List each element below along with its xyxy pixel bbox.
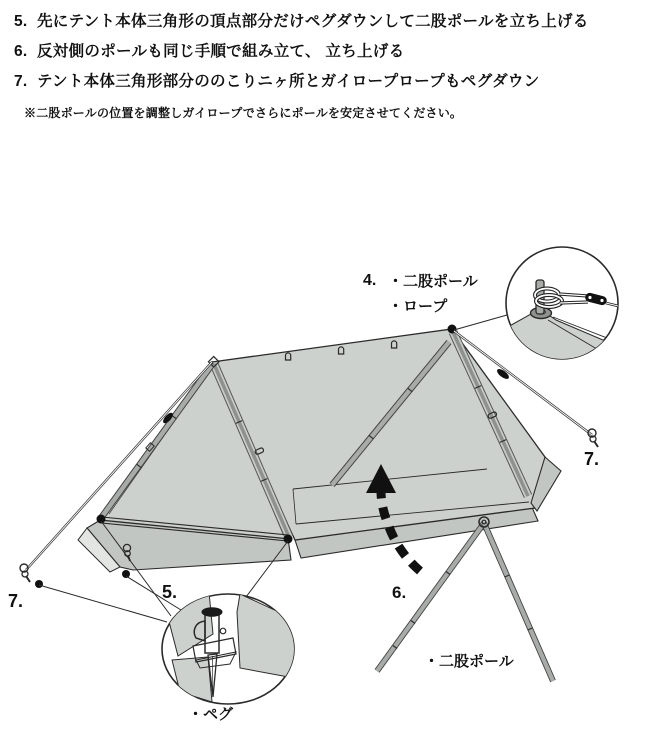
label-peg: ・ペグ [188, 706, 234, 723]
peg-hole [220, 628, 226, 634]
adjustment-note: ※二股ポールの位置を調整しガイロープでさらにポールを安定させてください。 [24, 106, 463, 120]
peg-point-front-right [284, 535, 293, 544]
step-5-number: 5. [14, 13, 28, 30]
peg-cap [202, 607, 223, 617]
label-step-5: 5. [162, 582, 178, 602]
rope-toggle [584, 292, 608, 306]
pole-top-callout [454, 247, 626, 366]
step-7-text: テント本体三角形部分ののこりニヶ所とガイロープロープもペグダウン [37, 73, 540, 90]
label-bipod-pole-bottom: ・二股ポール [424, 653, 514, 670]
fabric-detail [237, 594, 296, 678]
label-step-7-left: 7. [8, 591, 24, 611]
step-7-number: 7. [14, 73, 28, 90]
step-5-text: 先にテント本体三角形の頂点部分だけペグダウンして二股ポールを立ち上げる [37, 13, 589, 30]
label-bipod-pole-top: ・二股ポール [388, 273, 478, 290]
label-step-4: 4. [363, 272, 377, 289]
label-step-6: 6. [392, 583, 407, 602]
peg-detail-callout [162, 592, 296, 704]
step-6-text: 反対側のポールも同じ手順で組み立て、 立ち上げる [37, 43, 405, 60]
step-6-number: 6. [14, 43, 28, 60]
label-step-7-right: 7. [584, 449, 600, 469]
label-rope: ・ロープ [388, 298, 448, 315]
peg-point-front-left [97, 515, 106, 524]
peg-icon-left [20, 564, 30, 582]
